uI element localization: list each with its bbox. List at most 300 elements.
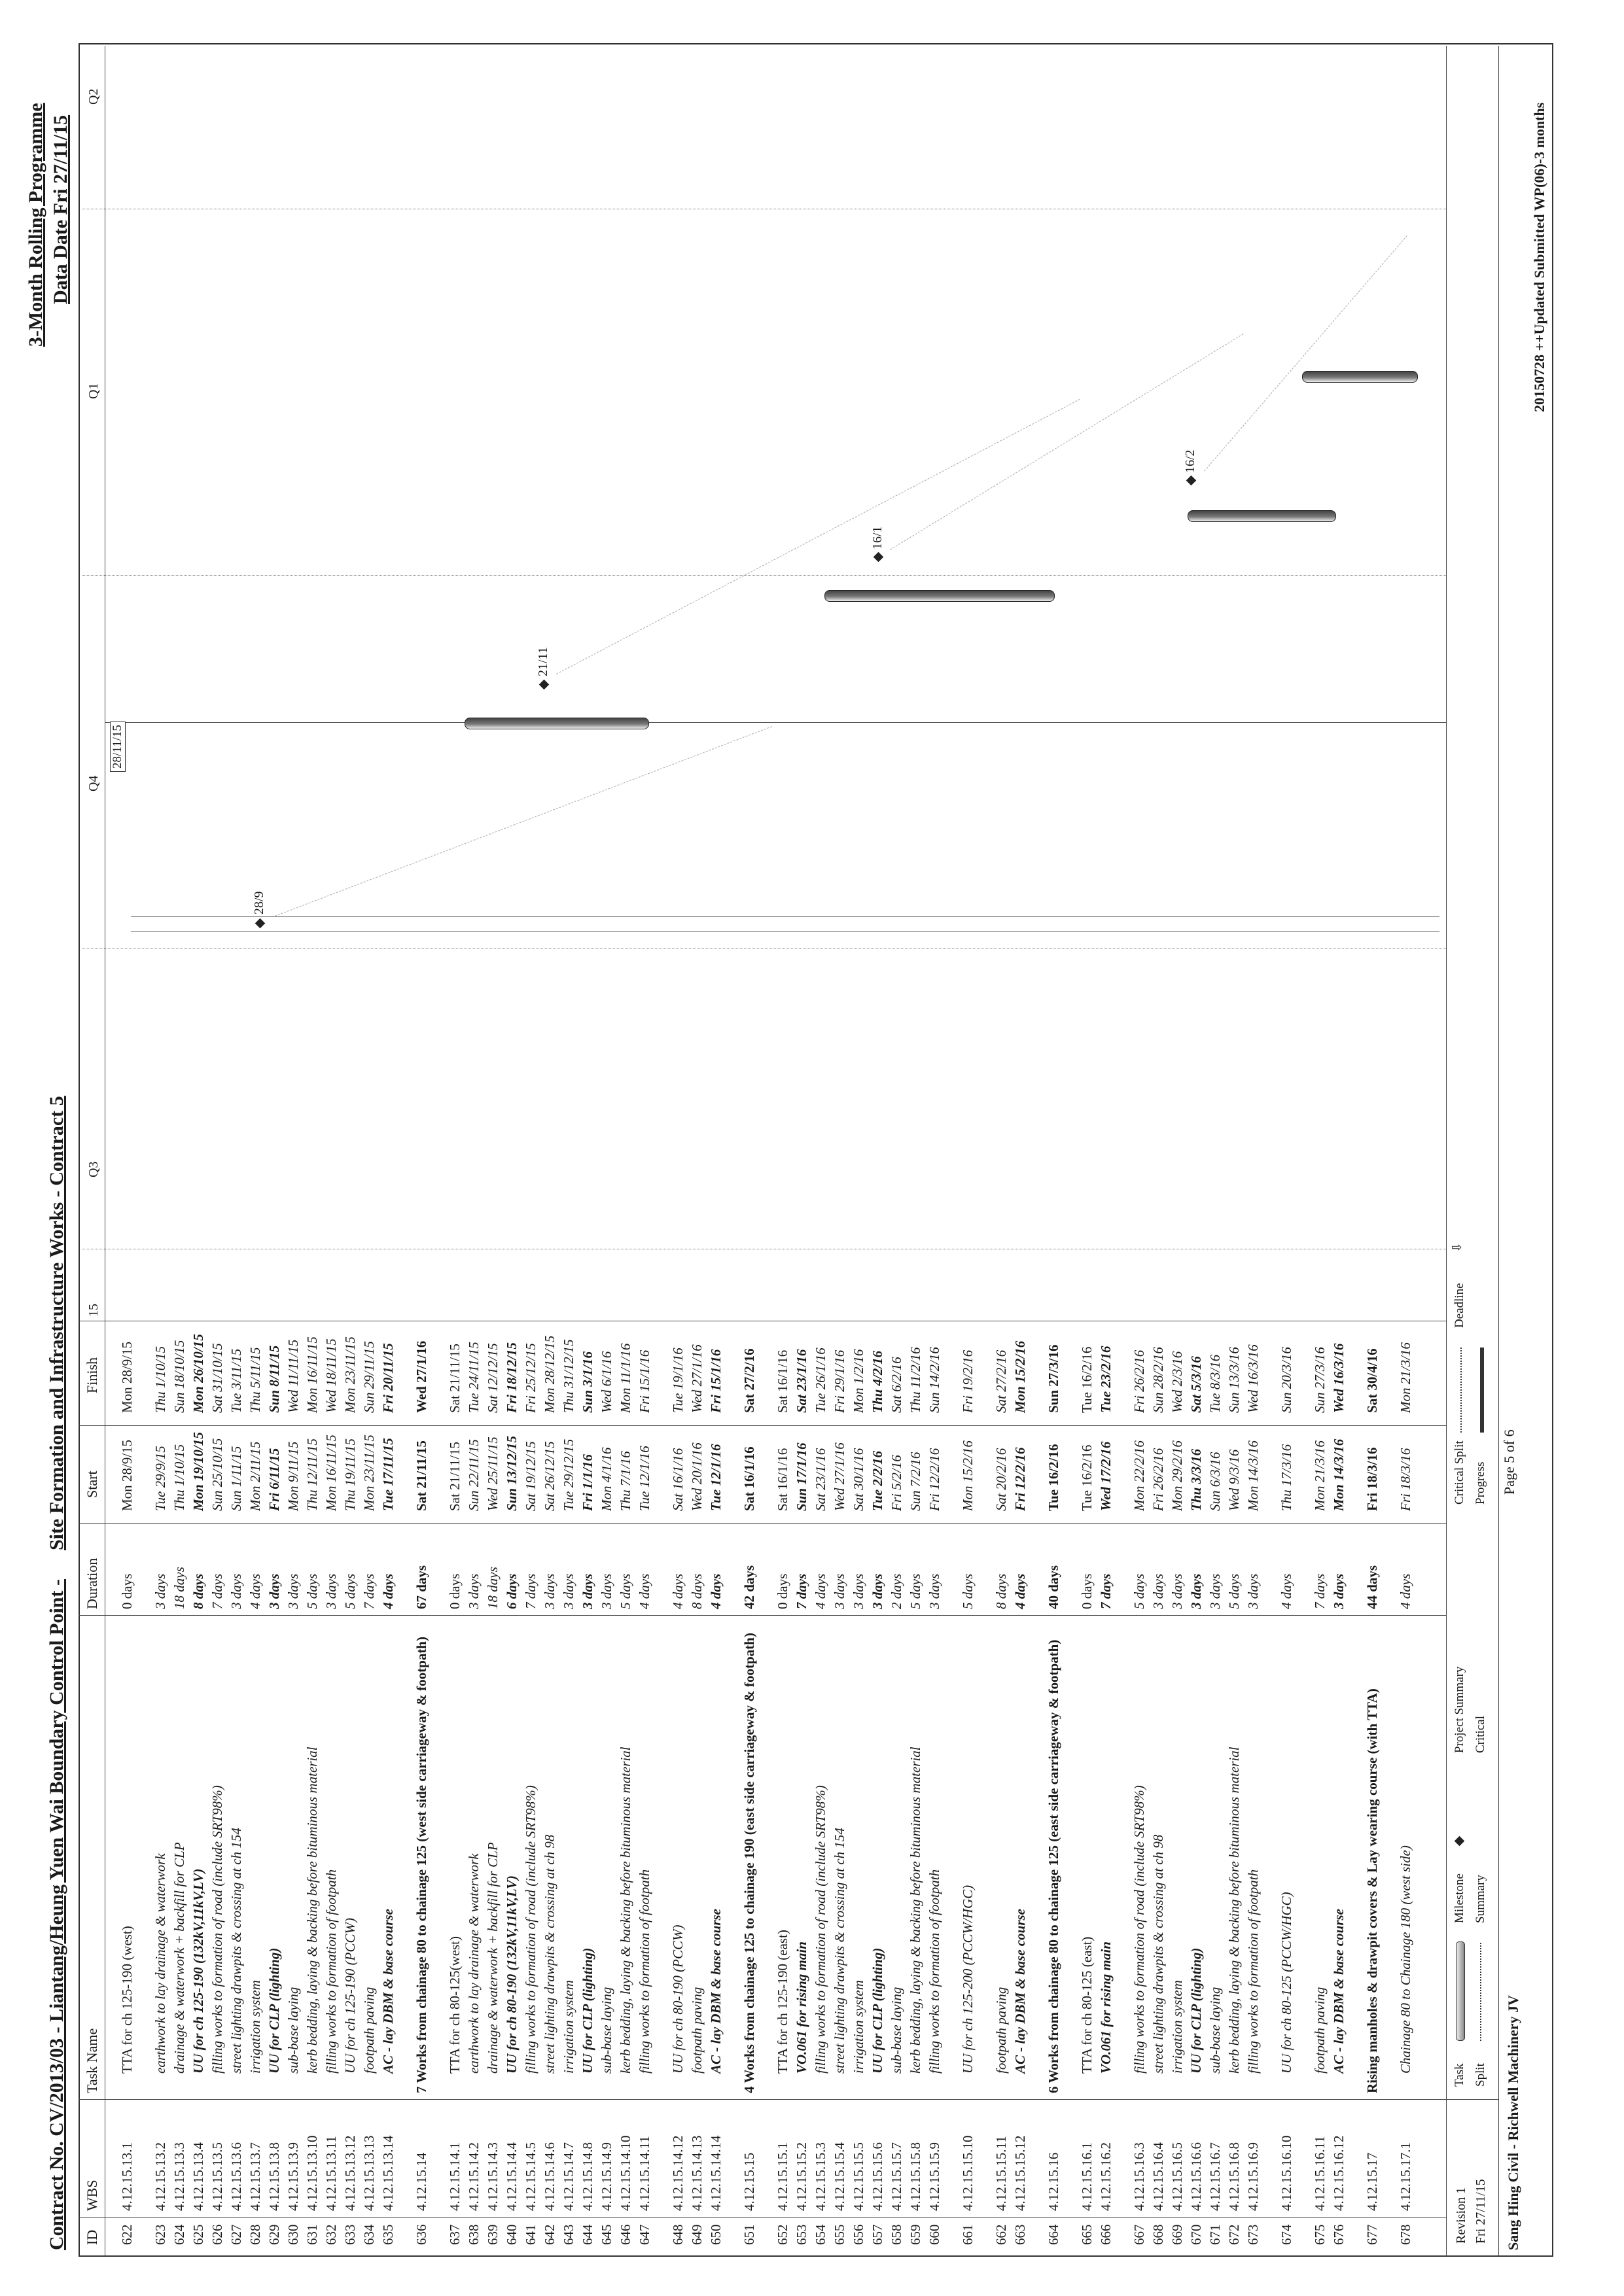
task-finish: Mon 26/10/15: [190, 1334, 206, 1413]
task-duration: 8 days: [689, 1573, 705, 1609]
task-name: footpath paving: [1312, 1987, 1328, 2074]
legend-deadline-icon: ⇩: [1451, 1242, 1464, 1253]
task-id: 655: [832, 2224, 847, 2245]
task-wbs: 4.12.15.16.2: [1098, 2142, 1114, 2211]
milestone-label: 28/9: [252, 891, 266, 914]
task-finish: Thu 1/10/15: [152, 1346, 168, 1413]
task-duration: 3 days: [1169, 1573, 1185, 1609]
task-id: 653: [794, 2224, 809, 2245]
task-name: UU for CLP (lighting): [580, 1947, 595, 2074]
legend-summary: Summary: [1474, 1875, 1487, 1923]
legend-split: Split: [1474, 2063, 1487, 2087]
task-finish: Fri 26/2/16: [1131, 1349, 1147, 1413]
column-header-id: ID: [84, 2229, 100, 2245]
task-duration: 3 days: [285, 1573, 301, 1609]
task-wbs: 4.12.15.15.12: [1012, 2135, 1028, 2211]
task-id: 672: [1226, 2224, 1242, 2245]
legend-progress: Progress: [1474, 1461, 1487, 1505]
task-finish: Sat 21/11/15: [447, 1344, 463, 1413]
task-start: Tue 12/1/16: [637, 1446, 652, 1511]
task-start: Thu 12/11/15: [304, 1438, 320, 1511]
task-finish: Sat 12/12/15: [485, 1343, 501, 1413]
task-id: 624: [171, 2224, 187, 2245]
task-id: 656: [851, 2224, 866, 2245]
task-wbs: 4.12.15.16.4: [1150, 2142, 1166, 2211]
task-name: irrigation system: [851, 1980, 866, 2074]
task-name: UU for ch 125-190 (PCCW): [342, 1918, 358, 2074]
timescale-q2: Q2: [86, 88, 101, 105]
task-start: Wed 9/3/16: [1226, 1449, 1242, 1511]
summary-bar: [824, 590, 1055, 602]
task-id: 631: [304, 2224, 320, 2245]
task-wbs: 4.12.15.14.1: [447, 2142, 463, 2211]
task-start: Sun 22/11/15: [466, 1439, 482, 1511]
footer-rule: [1446, 46, 1447, 2257]
task-start: Tue 29/9/15: [152, 1446, 168, 1511]
task-name: earthwork to lay drainage & waterwork: [466, 1853, 482, 2074]
task-duration: 4 days: [1279, 1573, 1294, 1609]
task-name: 7 Works from chainage 80 to chainage 125 (west side carriageway & footpath): [414, 1637, 429, 2093]
task-wbs: 4.12.15.16.7: [1207, 2142, 1223, 2211]
task-start: Fri 1/1/16: [580, 1454, 595, 1511]
task-finish: Wed 16/3/16: [1331, 1343, 1347, 1413]
task-id: 638: [466, 2224, 482, 2245]
task-name: filling works to formation of footpath: [323, 1869, 339, 2074]
task-id: 639: [485, 2224, 501, 2245]
task-finish: Wed 11/11/15: [285, 1339, 301, 1413]
task-start: Fri 12/2/16: [1012, 1447, 1028, 1511]
task-duration: 5 days: [618, 1573, 633, 1609]
task-duration: 4 days: [670, 1573, 686, 1609]
task-wbs: 4.12.15.16: [1046, 2152, 1061, 2211]
task-name: AC - lay DBM & base course: [708, 1909, 724, 2074]
task-name: kerb bedding, laying & backing before bituminous material: [908, 1747, 923, 2074]
task-name: UU for ch 80-190 (132kV,11kV,LV): [504, 1875, 520, 2074]
task-finish: Mon 11/1/16: [618, 1343, 633, 1413]
task-duration: 18 days: [171, 1567, 187, 1609]
task-name: AC - lay DBM & base course: [1012, 1909, 1028, 2074]
task-wbs: 4.12.15.13.8: [266, 2142, 282, 2211]
task-id: 657: [870, 2224, 885, 2245]
task-wbs: 4.12.15.13.9: [285, 2142, 301, 2211]
task-start: Thu 17/3/16: [1279, 1444, 1294, 1511]
task-duration: 3 days: [599, 1573, 614, 1609]
task-wbs: 4.12.15.13.4: [190, 2142, 206, 2211]
legend-split-dots: [1480, 1943, 1481, 2041]
task-wbs: 4.12.15.13.5: [209, 2142, 225, 2211]
timescale-q3: Q3: [86, 1161, 101, 1177]
task-start: Wed 25/11/15: [485, 1436, 501, 1511]
task-wbs: 4.12.15.14.5: [523, 2142, 538, 2211]
task-duration: 3 days: [851, 1573, 866, 1609]
column-header-finish: Finish: [84, 1357, 100, 1393]
task-finish: Fri 18/12/15: [504, 1342, 520, 1413]
task-wbs: 4.12.15.16.1: [1079, 2142, 1095, 2211]
task-finish: Wed 27/1/16: [689, 1344, 705, 1413]
task-duration: 44 days: [1364, 1565, 1380, 1609]
task-wbs: 4.12.15.13.2: [152, 2142, 168, 2211]
task-finish: Sat 27/2/16: [741, 1348, 757, 1413]
task-duration: 5 days: [1131, 1573, 1147, 1609]
task-name: UU for CLP (lighting): [870, 1947, 885, 2074]
task-finish: Wed 18/11/15: [323, 1338, 339, 1413]
task-finish: Sun 3/1/16: [580, 1351, 595, 1413]
task-duration: 7 days: [794, 1573, 809, 1609]
task-finish: Tue 3/11/15: [228, 1348, 244, 1413]
task-duration: 4 days: [637, 1573, 652, 1609]
revision-date: Fri 27/11/15: [1474, 2179, 1488, 2244]
page-number: Page 5 of 6: [1501, 1429, 1517, 1495]
task-start: Sat 26/12/15: [542, 1441, 557, 1511]
task-id: 676: [1331, 2224, 1347, 2245]
task-start: Mon 14/3/16: [1331, 1438, 1347, 1511]
task-finish: Fri 29/1/16: [832, 1349, 847, 1413]
task-name: Rising manholes & drawpit covers & Lay wearing course (with TTA): [1364, 1688, 1380, 2093]
task-name: filling works to formation of road (include SRT98%): [209, 1785, 225, 2074]
task-name: TTA for ch 125-190 (west): [119, 1926, 135, 2074]
task-id: 623: [152, 2224, 168, 2245]
task-wbs: 4.12.15.17.1: [1398, 2142, 1413, 2211]
task-name: irrigation system: [1169, 1980, 1185, 2074]
task-start: Sat 30/1/16: [851, 1448, 866, 1511]
task-name: Chainage 80 to Chainage 180 (west side): [1398, 1845, 1413, 2074]
task-start: Tue 16/2/16: [1079, 1444, 1095, 1511]
task-duration: 7 days: [1312, 1573, 1328, 1609]
task-wbs: 4.12.15.15.3: [813, 2142, 828, 2211]
task-duration: 42 days: [741, 1565, 757, 1609]
task-id: 648: [670, 2224, 686, 2245]
legend-task: Task: [1453, 2063, 1466, 2087]
summary-bar: [1302, 371, 1418, 383]
task-start: Sat 19/12/15: [523, 1441, 538, 1511]
milestone-label: 16/1: [870, 526, 885, 549]
task-finish: Tue 19/1/16: [670, 1348, 686, 1413]
task-id: 667: [1131, 2224, 1147, 2245]
task-wbs: 4.12.15.16.11: [1312, 2136, 1328, 2211]
task-id: 659: [908, 2224, 923, 2245]
task-start: Tue 16/2/16: [1046, 1444, 1061, 1511]
task-name: irrigation system: [561, 1980, 576, 2074]
legend-progress-bar: [1480, 1348, 1484, 1433]
task-finish: Mon 21/3/16: [1398, 1342, 1413, 1413]
status-line-end: [131, 916, 1439, 917]
task-id: 652: [775, 2224, 790, 2245]
task-start: Fri 18/3/16: [1398, 1448, 1413, 1511]
task-duration: 4 days: [247, 1573, 263, 1609]
task-id: 629: [266, 2224, 282, 2245]
task-duration: 40 days: [1046, 1565, 1061, 1609]
task-finish: Sun 18/10/15: [171, 1340, 187, 1413]
task-start: Sat 16/1/16: [775, 1448, 790, 1511]
task-start: Tue 17/11/15: [380, 1438, 396, 1511]
task-name: street lighting drawpits & crossing at ch 154: [832, 1828, 847, 2074]
milestone-label: 16/2: [1183, 449, 1197, 473]
task-start: Mon 9/11/15: [285, 1441, 301, 1511]
task-duration: 8 days: [993, 1573, 1009, 1609]
task-wbs: 4.12.15.15.4: [832, 2142, 847, 2211]
task-id: 628: [247, 2224, 263, 2245]
task-finish: Sun 8/11/15: [266, 1345, 282, 1413]
task-name: kerb bedding, laying & backing before bituminous material: [618, 1747, 633, 2074]
milestone-label: 21/11: [536, 647, 550, 676]
task-finish: Fri 25/12/15: [523, 1343, 538, 1413]
works-title: Site Formation and Infrastructure Works - Contract 5: [46, 1096, 67, 1550]
task-wbs: 4.12.15.13.14: [380, 2135, 396, 2211]
task-wbs: 4.12.15.14.11: [637, 2136, 652, 2211]
task-duration: 67 days: [414, 1565, 429, 1609]
task-duration: 3 days: [1188, 1573, 1204, 1609]
task-finish: Tue 16/2/16: [1079, 1346, 1095, 1413]
task-id: 673: [1245, 2224, 1261, 2245]
legend-task-bar: [1456, 1941, 1465, 2041]
task-id: 670: [1188, 2224, 1204, 2245]
task-wbs: 4.12.15.15.6: [870, 2142, 885, 2211]
task-name: sub-base laying: [599, 1987, 614, 2074]
task-name: sub-base laying: [1207, 1987, 1223, 2074]
status-line-start: [131, 931, 1439, 932]
task-name: AC - lay DBM & base course: [1331, 1909, 1347, 2074]
task-start: Tue 2/2/16: [870, 1451, 885, 1511]
task-finish: Fri 19/2/16: [960, 1349, 976, 1413]
task-wbs: 4.12.15.13.3: [171, 2142, 187, 2211]
task-name: AC - lay DBM & base course: [380, 1909, 396, 2074]
task-id: 626: [209, 2224, 225, 2245]
task-finish: Tue 26/1/16: [813, 1348, 828, 1413]
task-finish: Thu 5/11/15: [247, 1347, 263, 1413]
legend-milestone: Milestone: [1453, 1873, 1466, 1923]
legend-project-summary: Project Summary: [1453, 1666, 1466, 1753]
task-name: earthwork to lay drainage & waterwork: [152, 1853, 168, 2074]
task-finish: Wed 2/3/16: [1169, 1351, 1185, 1413]
task-duration: 7 days: [209, 1573, 225, 1609]
task-name: filling works to formation of road (include SRT98%): [813, 1785, 828, 2074]
task-duration: 3 days: [1207, 1573, 1223, 1609]
task-name: UU for ch 125-200 (PCCW/HGC): [960, 1885, 976, 2074]
task-wbs: 4.12.15.17: [1364, 2152, 1380, 2211]
task-duration: 3 days: [832, 1573, 847, 1609]
task-finish: Sun 28/2/16: [1150, 1347, 1166, 1413]
task-id: 632: [323, 2224, 339, 2245]
task-start: Mon 22/2/16: [1131, 1440, 1147, 1511]
task-duration: 3 days: [542, 1573, 557, 1609]
task-finish: Wed 6/1/16: [599, 1351, 614, 1413]
task-start: Mon 28/9/15: [119, 1439, 135, 1511]
programme-title: 3-Month Rolling Programme: [25, 103, 46, 347]
task-duration: 3 days: [466, 1573, 482, 1609]
task-start: Mon 19/10/15: [190, 1432, 206, 1511]
task-duration: 5 days: [342, 1573, 358, 1609]
task-wbs: 4.12.15.15.9: [927, 2142, 942, 2211]
task-start: Mon 4/1/16: [599, 1447, 614, 1511]
task-wbs: 4.12.15.14.12: [670, 2135, 686, 2211]
task-start: Tue 12/1/16: [708, 1444, 724, 1511]
task-duration: 3 days: [1245, 1573, 1261, 1609]
data-date: Data Date Fri 27/11/15: [50, 114, 71, 304]
company-name: Sang Hing Civil - Richwell Machinery JV: [1505, 1995, 1521, 2250]
task-id: 622: [119, 2224, 135, 2245]
task-start: Mon 15/2/16: [960, 1440, 976, 1511]
task-wbs: 4.12.15.14.14: [708, 2135, 724, 2211]
task-finish: Sun 27/3/16: [1046, 1344, 1061, 1413]
task-name: street lighting drawpits & crossing at ch 154: [228, 1828, 244, 2074]
task-duration: 4 days: [813, 1573, 828, 1609]
task-wbs: 4.12.15.15.11: [993, 2136, 1009, 2211]
task-wbs: 4.12.15.14.8: [580, 2142, 595, 2211]
task-name: street lighting drawpits & crossing at ch 98: [1150, 1834, 1166, 2074]
task-wbs: 4.12.15.15.2: [794, 2142, 809, 2211]
task-name: footpath paving: [993, 1987, 1009, 2074]
task-finish: Mon 23/11/15: [342, 1336, 358, 1413]
task-name: sub-base laying: [285, 1987, 301, 2074]
task-start: Sat 16/1/16: [670, 1448, 686, 1511]
summary-bar: [465, 718, 649, 729]
task-start: Thu 1/10/15: [171, 1444, 187, 1511]
task-name: TTA for ch 125-190 (east): [775, 1930, 790, 2074]
task-duration: 0 days: [775, 1573, 790, 1609]
task-wbs: 4.12.15.16.3: [1131, 2142, 1147, 2211]
task-id: 643: [561, 2224, 576, 2245]
legend-critical-split-dots: [1460, 1348, 1462, 1433]
timescale-q4: Q4: [86, 775, 101, 791]
task-finish: Sun 14/2/16: [927, 1347, 942, 1413]
task-id: 646: [618, 2224, 633, 2245]
task-finish: Wed 16/3/16: [1245, 1344, 1261, 1413]
timescale-first: 15: [86, 1304, 101, 1317]
task-wbs: 4.12.15.13.13: [361, 2135, 377, 2211]
task-wbs: 4.12.15.16.10: [1279, 2135, 1294, 2211]
task-start: Mon 29/2/16: [1169, 1440, 1185, 1511]
summary-bar: [1188, 510, 1336, 522]
column-header-duration: Duration: [84, 1557, 100, 1609]
task-wbs: 4.12.15.13.1: [119, 2142, 135, 2211]
task-name: filling works to formation of road (include SRT98%): [523, 1785, 538, 2074]
task-duration: 5 days: [908, 1573, 923, 1609]
task-finish: Mon 15/2/16: [1012, 1340, 1028, 1413]
contract-title: Contract No. CV/2013/03 - Liantang/Heung Yuen Wai Boundary Control Point -: [46, 1579, 67, 2250]
task-wbs: 4.12.15.14.10: [618, 2135, 633, 2211]
task-start: Thu 7/1/16: [618, 1451, 633, 1511]
task-start: Sat 23/1/16: [813, 1448, 828, 1511]
legend-deadline: Deadline: [1453, 1283, 1466, 1328]
legend-critical-split: Critical Split: [1453, 1440, 1466, 1505]
task-id: 654: [813, 2224, 828, 2245]
task-start: Sat 21/11/15: [447, 1442, 463, 1511]
task-name: sub-base laying: [889, 1987, 904, 2074]
task-wbs: 4.12.15.13.7: [247, 2142, 263, 2211]
task-id: 664: [1046, 2224, 1061, 2245]
task-finish: Fri 15/1/16: [708, 1349, 724, 1413]
task-start: Mon 23/11/15: [361, 1435, 377, 1511]
task-finish: Sun 29/11/15: [361, 1341, 377, 1413]
task-name: TTA for ch 80-125(west): [447, 1936, 463, 2074]
task-duration: 3 days: [152, 1573, 168, 1609]
task-finish: Sun 27/3/16: [1312, 1347, 1328, 1413]
task-id: 635: [380, 2224, 396, 2245]
task-wbs: 4.12.15.16.5: [1169, 2142, 1185, 2211]
task-name: filling works to formation of road (include SRT98%): [1131, 1785, 1147, 2074]
task-wbs: 4.12.15.13.12: [342, 2135, 358, 2211]
task-finish: Mon 28/9/15: [119, 1341, 135, 1413]
task-finish: Fri 20/11/15: [380, 1343, 396, 1413]
submission-note: 20150728 ++Updated Submitted WP(06)-3 months: [1531, 102, 1547, 412]
task-start: Sun 13/12/15: [504, 1436, 520, 1511]
task-id: 642: [542, 2224, 557, 2245]
task-id: 650: [708, 2224, 724, 2245]
task-start: Mon 21/3/16: [1312, 1440, 1328, 1511]
task-wbs: 4.12.15.15.1: [775, 2142, 790, 2211]
task-start: Wed 27/1/16: [832, 1442, 847, 1511]
task-wbs: 4.12.15.14.9: [599, 2142, 614, 2211]
revision-label: Revision 1: [1454, 2187, 1468, 2244]
task-finish: Mon 16/11/15: [304, 1336, 320, 1413]
task-finish: Fri 15/1/16: [637, 1349, 652, 1413]
task-wbs: 4.12.15.14: [414, 2152, 429, 2211]
task-finish: Sat 6/2/16: [889, 1357, 904, 1413]
task-finish: Sat 16/1/16: [775, 1349, 790, 1413]
task-id: 665: [1079, 2224, 1095, 2245]
task-duration: 4 days: [380, 1573, 396, 1609]
status-date-line: [105, 722, 1446, 723]
task-duration: 3 days: [580, 1573, 595, 1609]
task-finish: Mon 28/12/15: [542, 1335, 557, 1413]
legend-critical: Critical: [1474, 1716, 1487, 1753]
task-finish: Tue 8/3/16: [1207, 1354, 1223, 1413]
task-id: 663: [1012, 2224, 1028, 2245]
task-id: 662: [993, 2224, 1009, 2245]
task-id: 633: [342, 2224, 358, 2245]
task-start: Mon 16/11/15: [323, 1435, 339, 1511]
task-start: Wed 17/2/16: [1098, 1441, 1114, 1511]
task-name: irrigation system: [247, 1980, 263, 2074]
task-name: footpath paving: [361, 1987, 377, 2074]
task-name: drainage & waterwork + backfill for CLP: [485, 1842, 501, 2074]
task-finish: Sat 30/4/16: [1364, 1348, 1380, 1413]
task-id: 678: [1398, 2224, 1413, 2245]
task-finish: Wed 27/1/16: [414, 1340, 429, 1413]
task-id: 669: [1169, 2224, 1185, 2245]
task-start: Fri 26/2/16: [1150, 1448, 1166, 1511]
task-finish: Thu 11/2/16: [908, 1347, 923, 1413]
task-wbs: 4.12.15.16.12: [1331, 2135, 1347, 2211]
task-start: Fri 18/3/16: [1364, 1447, 1380, 1511]
task-duration: 4 days: [1398, 1573, 1413, 1609]
task-id: 661: [960, 2224, 976, 2245]
task-wbs: 4.12.15.14.13: [689, 2135, 705, 2211]
task-id: 644: [580, 2224, 595, 2245]
task-duration: 4 days: [1012, 1573, 1028, 1609]
task-finish: Mon 1/2/16: [851, 1349, 866, 1413]
task-duration: 3 days: [228, 1573, 244, 1609]
task-duration: 2 days: [889, 1573, 904, 1609]
task-name: VO.061 for rising main: [794, 1941, 809, 2074]
task-start: Tue 29/12/15: [561, 1438, 576, 1511]
task-name: VO.061 for rising main: [1098, 1941, 1114, 2074]
task-name: footpath paving: [689, 1987, 705, 2074]
task-id: 675: [1312, 2224, 1328, 2245]
timescale-q1: Q1: [86, 383, 101, 399]
task-name: UU for CLP (lighting): [1188, 1947, 1204, 2074]
task-start: Fri 5/2/16: [889, 1455, 904, 1511]
task-wbs: 4.12.15.15: [741, 2152, 757, 2211]
task-id: 641: [523, 2224, 538, 2245]
task-id: 625: [190, 2224, 206, 2245]
task-duration: 3 days: [1150, 1573, 1166, 1609]
task-wbs: 4.12.15.16.6: [1188, 2142, 1204, 2211]
task-name: UU for CLP (lighting): [266, 1947, 282, 2074]
task-name: UU for ch 80-125 (PCCW/HGC): [1279, 1892, 1294, 2074]
task-duration: 5 days: [960, 1573, 976, 1609]
task-wbs: 4.12.15.14.2: [466, 2142, 482, 2211]
